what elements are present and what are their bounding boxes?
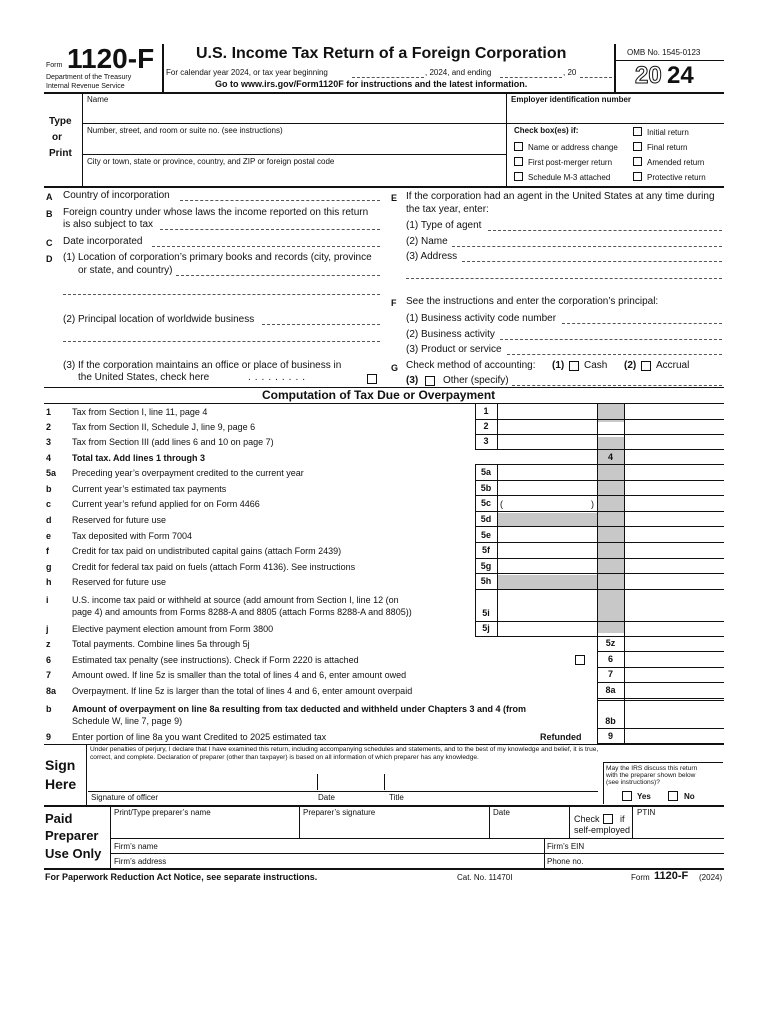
line-5b-row [0,482,768,495]
line-description: Credit for federal tax paid on fuels (attach Form 4136). See instructions [72,562,356,572]
initial-return-checkbox[interactable] [633,127,642,136]
discuss-text-3: (see instructions)? [606,779,660,786]
line-3-row [0,435,768,448]
name-address-change-label: Name or address change [528,143,618,152]
line-description: Elective payment election amount from Form 3800 [72,624,274,634]
line-box: 6 [607,654,613,664]
perjury-text-2: correct, and complete. Declaration of preparer (other than taxpayer) is based on all information of which preparer has any knowledge. [90,754,479,761]
accrual-number: (2) [624,360,637,371]
footer-form-number: 1120-F [654,870,689,882]
line-8a-row [0,684,768,697]
line-6-row [0,653,768,666]
row-rule [475,511,724,512]
principal-location-field-1[interactable] [262,324,380,325]
row-rule [597,651,724,652]
firm-ein-label: Firm’s EIN [547,842,585,851]
foreign-country-label-2: is also subject to tax [63,219,154,230]
tax-year-bold: 24 [667,62,694,89]
line-5z-row [0,637,768,650]
cat-number: Cat. No. 11470I [457,873,513,882]
line-number: 9 [46,732,52,742]
calendar-year-text: For calendar year 2024, or tax year beginning [166,68,328,77]
preparer-name-field[interactable] [112,818,298,836]
letter-e: E [391,193,398,203]
line-5g-row [0,560,768,573]
line-description: Reserved for future use [72,515,167,525]
line-8b-row [0,702,768,728]
form-word: Form [46,62,63,69]
line-description: Amount owed. If line 5z is smaller than the total of lines 4 and 6, enter amount owed [72,670,407,680]
line-description: Enter portion of line 8a you want Credited to 2025 estimated tax [72,732,327,742]
line-7-amount[interactable] [625,668,723,681]
line-8b-amount[interactable] [625,715,723,728]
other-label: Other (specify) [443,375,509,386]
line-number: c [46,499,52,509]
line-box: 8a [605,685,616,695]
line-description: Credit for tax paid on undistributed capital gains (attach Form 2439) [72,546,342,556]
line-6-amount[interactable] [625,653,723,666]
row-rule [475,480,724,481]
letter-a: A [46,192,53,202]
refunded-label: Refunded [540,732,582,742]
self-employed-label: self-employed [574,825,631,835]
other-number: (3) [406,375,419,386]
title-label: Title [389,793,404,802]
line-number: 5a [46,468,57,478]
line-number: 8a [46,686,57,696]
line-box: 5a [480,467,491,477]
row-rule [475,573,724,574]
line-number: i [46,595,49,605]
line-5e-amount[interactable] [498,529,596,542]
tax-year-outline: 20 [635,62,662,89]
line-number: 3 [46,437,52,447]
row-rule [597,700,724,701]
business-activity-field[interactable] [500,339,722,340]
line-description: Tax from Section II, Schedule J, line 9, page 6 [72,422,256,432]
type-label: Type [49,116,72,127]
street-field[interactable] [84,135,504,153]
row-rule [475,558,724,559]
preparer-date-label: Date [493,808,510,817]
computation-title: Computation of Tax Due or Overpayment [262,388,496,402]
agent-type-label: (1) Type of agent [406,220,482,231]
protective-return-label: Protective return [647,173,706,182]
primary-books-label-2: or state, and country) [78,265,173,276]
principal-location-label: (2) Principal location of worldwide business [63,314,255,325]
line-box: 5f [481,545,490,555]
cash-label: Cash [584,360,608,371]
paperwork-notice: For Paperwork Reduction Act Notice, see separate instructions. [45,872,318,882]
date-label: Date [318,793,335,802]
preparer-signature-field[interactable] [301,818,487,836]
line-1-amount[interactable] [498,405,596,418]
row-rule [475,589,724,590]
here-title: Here [45,776,77,792]
country-of-incorporation-field[interactable] [180,200,380,201]
line-box: 5i [482,608,490,618]
line-description: Overpayment. If line 5z is larger than the total of lines 4 and 6, enter amount overpaid [72,686,413,696]
line-5c-amount[interactable] [505,497,589,510]
first-post-merger-checkbox[interactable] [514,157,523,166]
phone-field[interactable] [592,855,722,868]
letter-c: C [46,238,53,248]
dot-leader: ......... [248,372,310,383]
credited-amount[interactable] [385,730,535,743]
form-number: 1120-F [67,43,155,74]
line-description: Tax deposited with Form 7004 [72,531,193,541]
preparer-title: Preparer [45,828,99,843]
line-number: 7 [46,670,52,680]
line-box: 3 [483,436,489,446]
self-employed-checkbox[interactable] [603,814,613,824]
line-number: 1 [46,407,52,417]
cash-checkbox[interactable] [569,361,579,371]
line-number: d [46,515,52,525]
firm-address-label: Firm’s address [114,857,167,866]
line-5d-row [0,513,768,526]
line-2-amount[interactable] [498,420,596,433]
line-box: 2 [483,421,489,431]
discuss-text-2: with the preparer shown below [606,772,696,779]
form-title: U.S. Income Tax Return of a Foreign Corporation [196,45,567,62]
country-of-incorporation-label: Country of incorporation [63,190,170,201]
or-label: or [52,132,62,143]
line-9-row [0,730,768,743]
if-label: if [620,814,625,824]
discuss-yes-checkbox[interactable] [622,791,632,801]
calendar-year-text-2: , 2024, and ending [425,68,492,77]
ptin-label: PTIN [637,808,656,817]
line-box: 5h [480,576,492,586]
line-5i-row [0,593,768,621]
name-field[interactable] [84,104,504,122]
footer-year: (2024) [699,873,723,882]
line-5g-amount[interactable] [498,560,596,573]
line-5h-row [0,575,768,588]
amended-return-checkbox[interactable] [633,157,642,166]
line-8a-amount[interactable] [625,684,723,697]
primary-books-field-2[interactable] [63,294,380,295]
line-2-row [0,420,768,433]
paid-title: Paid [45,811,73,826]
city-field[interactable] [84,166,504,184]
letter-g: G [391,363,399,373]
date-incorporated-field[interactable] [152,246,380,247]
omb-number: OMB No. 1545-0123 [627,48,701,57]
form-2220-checkbox[interactable] [575,655,585,665]
line-5c-row [0,497,768,510]
foreign-country-field[interactable] [160,229,380,230]
line-box: 9 [607,731,613,741]
amended-return-label: Amended return [647,158,705,167]
line-5b-amount[interactable] [498,482,596,495]
foreign-country-label-1: Foreign country under whose laws the income reported on this return [63,207,369,218]
line-box: 5c [480,498,491,508]
letter-f: F [391,298,397,308]
line-number: j [46,624,49,634]
row-rule [475,636,724,637]
line-description: Estimated tax penalty (see instructions). Check if Form 2220 is attached [72,655,359,665]
discuss-no-checkbox[interactable] [668,791,678,801]
line-description-2: page 4) and amounts from Forms 8288-A and 8805 (attach Forms 8288-A and 8805)) [72,607,412,617]
ein-field[interactable] [508,104,722,122]
line-box: 1 [483,406,489,416]
line-box: 4 [607,452,613,462]
accounting-method-label: Check method of accounting: [406,360,536,371]
irs-label: Internal Revenue Service [46,83,125,90]
agent-label-2: the tax year, enter: [406,204,489,215]
line-number: 2 [46,422,52,432]
line-box: 7 [607,669,613,679]
line-description-2: Schedule W, line 7, page 9) [72,716,183,726]
first-post-merger-label: First post-merger return [528,158,613,167]
discuss-no-label: No [684,792,695,801]
use-only-title: Use Only [45,846,102,861]
line-1-row [0,405,768,418]
footer-form-word: Form [631,873,650,882]
row-rule [475,419,724,420]
line-5f-row [0,544,768,557]
row-rule [475,464,724,465]
schedule-m3-label: Schedule M-3 attached [528,173,611,182]
discuss-yes-label: Yes [637,792,651,801]
line-box: 5j [482,623,490,633]
row-rule [475,449,724,450]
primary-books-field-1[interactable] [176,275,380,276]
ptin-field[interactable] [634,818,722,836]
line-5z-amount[interactable] [625,637,723,650]
agent-label-1: If the corporation had an agent in the United States at any time during [406,191,715,202]
phone-label: Phone no. [547,857,584,866]
us-office-checkbox[interactable] [367,374,377,384]
row-rule [475,495,724,496]
city-label: City or town, state or province, country, and ZIP or foreign postal code [87,157,335,166]
letter-d: D [46,254,53,264]
line-number: b [46,704,52,714]
date-incorporated-label: Date incorporated [63,236,143,247]
discuss-text-1: May the IRS discuss this return [606,765,698,772]
primary-books-label-1: (1) Location of corporation’s primary books and records (city, province [63,252,372,263]
schedule-m3-checkbox[interactable] [514,172,523,181]
line-4-amount[interactable] [625,451,723,464]
paren-close: ) [591,499,594,509]
other-specify-field[interactable] [512,385,722,386]
row-rule [475,434,724,435]
line-number: 4 [46,453,52,463]
line-7-row [0,668,768,681]
row-rule [597,728,724,729]
line-number: g [46,562,52,572]
business-activity-label: (2) Business activity [406,329,495,340]
line-5f-amount[interactable] [498,544,596,557]
line-number: 6 [46,655,52,665]
line-description: Current year’s refund applied for on Form 4466 [72,499,260,509]
firm-name-field[interactable] [170,840,542,853]
letter-b: B [46,209,53,219]
line-description: Reserved for future use [72,577,167,587]
sign-date-field[interactable] [320,774,382,790]
line-3-amount[interactable] [498,435,596,448]
line-box: 5e [480,530,491,540]
protective-return-checkbox[interactable] [633,172,642,181]
line-number: z [46,639,51,649]
line-description: Current year’s estimated tax payments [72,484,227,494]
line-5a-amount[interactable] [498,466,596,479]
street-label: Number, street, and room or suite no. (see instructions) [87,126,283,135]
accrual-label: Accrual [656,360,690,371]
business-code-label: (1) Business activity code number [406,313,557,324]
principal-label: See the instructions and enter the corporation’s principal: [406,296,659,307]
line-description: Tax from Section III (add lines 6 and 10 on page 7) [72,437,274,447]
department: Department of the Treasury [46,74,132,81]
row-rule [597,667,724,668]
product-service-field[interactable] [507,354,722,355]
line-5j-row [0,622,768,635]
line-number: f [46,546,49,556]
principal-location-field-2[interactable] [63,341,380,342]
check-boxes-label: Check box(es) if: [514,126,579,135]
line-5j-amount[interactable] [498,622,596,635]
instructions-link[interactable]: Go to www.irs.gov/Form1120F for instructions and the latest information. [215,79,528,89]
line-9-amount[interactable] [625,730,723,743]
row-rule [475,621,724,622]
name-label: Name [87,95,109,104]
signature-of-officer-label: Signature of officer [91,793,159,802]
final-return-label: Final return [647,143,688,152]
line-box: 5b [480,483,492,493]
firm-ein-field[interactable] [592,840,722,853]
business-code-field[interactable] [562,323,722,324]
cash-number: (1) [552,360,565,371]
line-box: 5d [480,514,492,524]
other-checkbox[interactable] [425,376,435,386]
line-description: Preceding year’s overpayment credited to the current year [72,468,304,478]
accrual-checkbox[interactable] [641,361,651,371]
firm-address-field[interactable] [172,855,542,868]
line-description-1: Amount of overpayment on line 8a resulting from tax deducted and withheld under Chapters 3 and 4 (from [72,704,527,714]
line-number: h [46,577,52,587]
print-label: Print [49,148,72,159]
paren-open: ( [500,499,503,509]
row-rule [597,698,724,699]
agent-address-field-2[interactable] [406,278,722,279]
agent-address-label: (3) Address [406,251,458,262]
line-5a-row [0,466,768,479]
officer-title-field[interactable] [387,774,597,790]
firm-name-label: Firm’s name [114,842,158,851]
initial-return-label: Initial return [647,128,689,137]
us-office-label-1: (3) If the corporation maintains an office or place of business in [63,360,342,371]
preparer-date-field[interactable] [491,818,567,836]
perjury-text-1: Under penalties of perjury, I declare that I have examined this return, including accompanying schedules and statements, and to the best of my knowledge and belief, it is true, [90,746,599,753]
row-rule [597,682,724,683]
line-5i-amount[interactable] [498,607,596,620]
print-name-label: Print/Type preparer’s name [114,808,211,817]
officer-signature-field[interactable] [90,774,310,790]
calendar-year-text-3: , 20 [563,68,577,77]
agent-type-field[interactable] [488,230,722,231]
line-description: Total tax. Add lines 1 through 3 [72,453,206,463]
line-number: e [46,531,52,541]
check-label: Check [574,814,600,824]
preparer-signature-label: Preparer’s signature [303,808,376,817]
row-rule [475,526,724,527]
line-5e-row [0,529,768,542]
line-4-row [0,451,768,464]
line-description-1: U.S. income tax paid or withheld at source (add amount from Section I, line 12 (on [72,595,399,605]
agent-name-field[interactable] [452,246,722,247]
row-rule [475,542,724,543]
final-return-checkbox[interactable] [633,142,642,151]
name-address-change-checkbox[interactable] [514,142,523,151]
line-description: Total payments. Combine lines 5a through 5j [72,639,250,649]
line-box: 5g [480,561,492,571]
agent-name-label: (2) Name [406,236,448,247]
line-description: Tax from Section I, line 11, page 4 [72,407,208,417]
product-service-label: (3) Product or service [406,344,502,355]
agent-address-field-1[interactable] [462,261,722,262]
line-box: 8b [605,716,616,726]
line-box: 5z [605,638,616,648]
us-office-label-2: the United States, check here [78,372,210,383]
sign-title: Sign [45,757,76,773]
line-number: b [46,484,52,494]
ein-label: Employer identification number [511,95,632,104]
